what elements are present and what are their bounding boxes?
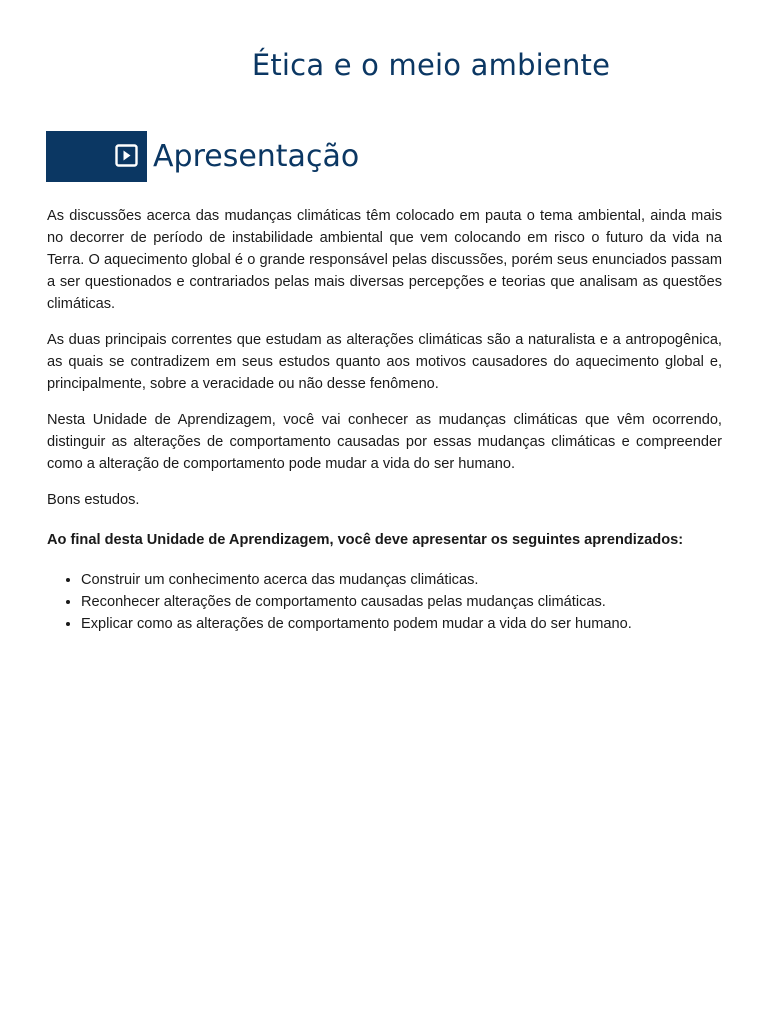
objectives-list: [47, 569, 722, 635]
objectives-heading: Ao final desta Unidade de Aprendizagem, você deve apresentar os seguintes aprendizados:: [47, 532, 684, 548]
section-marker-block: [46, 131, 147, 182]
paragraph-currents: As duas principais correntes que estudam as alterações climáticas são a naturalista e a antropogênica, as quais se contradizem em seus estudos quanto aos motivos causadores do aquecimento global e, principalmente, sobre a veracidade ou não desse fenômeno.: [47, 332, 722, 392]
section-header: [46, 131, 359, 182]
list-item: • Explicar como as alterações de comportamento podem mudar a vida do ser humano.: [81, 613, 722, 635]
document-title: Ética e o meio ambiente: [251, 48, 611, 82]
list-item: • Reconhecer alterações de comportamento causadas pelas mudanças climáticas.: [81, 591, 722, 613]
paragraph-intro: As discussões acerca das mudanças climáticas têm colocado em pauta o tema ambiental, ainda mais no decorrer de período de instabilidade ambiental que vem colocando em risco o futuro da vida na Terra. O aquecimento global é o grande responsável pelas discussões, porém seus enunciados passam a ser questionados e contrariados pelas mais diversas percepções e teorias que analisam as questões climáticas.: [47, 208, 722, 312]
play-square-icon: [115, 144, 138, 167]
document-body: [47, 205, 722, 635]
paragraph-unit: Nesta Unidade de Aprendizagem, você vai conhecer as mudanças climáticas que vêm ocorrendo, distinguir as alterações de comportamento causadas por essas mudanças climáticas e compreender como a alteração de comportamento pode mudar a vida do ser humano.: [47, 412, 722, 472]
paragraph-closing: Bons estudos.: [47, 492, 140, 508]
list-item: • Construir um conhecimento acerca das mudanças climáticas.: [81, 569, 722, 591]
section-title: Apresentação: [153, 139, 360, 174]
